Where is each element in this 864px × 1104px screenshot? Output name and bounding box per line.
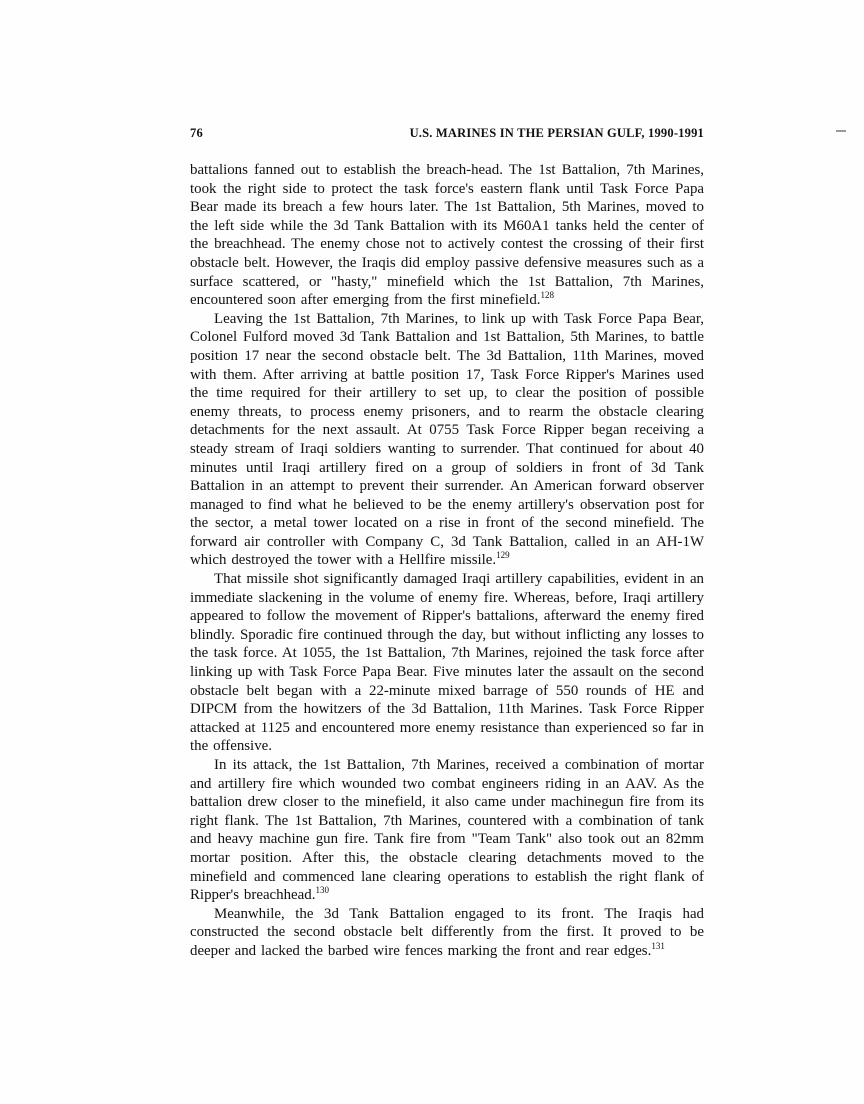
running-header-title: U.S. MARINES IN THE PERSIAN GULF, 1990-1991 <box>409 126 704 140</box>
body-text <box>190 161 704 961</box>
body-paragraph <box>190 905 704 961</box>
paragraph-text: In its attack, the 1st Battalion, 7th Marines, received a combination of mortar and artillery fire which wounded two combat engineers riding in an AAV. As the battalion drew closer to the minefield, it also came under machinegun fire from its right flank. The 1st Battalion, 7th Marines, countered with a combination of tank and heavy machine gun fire. Tank fire from "Team Tank" also took out an 82mm mortar position. After this, the obstacle clearing detachments moved to the minefield and commenced lane clearing operations to establish the right flank of Ripper's breachhead. <box>190 757 704 904</box>
paragraph-text: battalions fanned out to establish the breach-head. The 1st Battalion, 7th Marines, took the right side to protect the task force's eastern flank until Task Force Papa Bear made its breach a few hours later. The 1st Battalion, 5th Marines, moved to the left side while the 3d Tank Battalion with its M60A1 tanks held the center of the breachhead. The enemy chose not to actively contest the crossing of their first obstacle belt. However, the Iraqis did employ passive defensive measures such as a surface scattered, or "hasty," minefield which the 1st Battalion, 7th Marines, encountered soon after emerging from the first minefield. <box>190 162 704 309</box>
footnote-reference: 129 <box>496 550 510 561</box>
footnote-reference: 131 <box>651 940 665 951</box>
page-number: 76 <box>190 126 203 140</box>
footnote-reference: 130 <box>315 885 329 896</box>
body-paragraph <box>190 310 704 570</box>
page-content <box>190 126 704 961</box>
body-paragraph <box>190 756 704 905</box>
body-paragraph <box>190 570 704 756</box>
page-header <box>190 126 704 141</box>
scan-artifact <box>836 130 846 132</box>
paragraph-text: Leaving the 1st Battalion, 7th Marines, to link up with Task Force Papa Bear, Colonel Fulford moved 3d Tank Battalion and 1st Battalion, 5th Marines, to battle position 17 near the second obstacle belt. The 3d Battalion, 11th Marines, moved with them. After arriving at battle position 17, Task Force Ripper's Marines used the time required for their artillery to set up, to clear the position of possible enemy threats, to process enemy prisoners, and to rearm the obstacle clearing detachments for the next assault. At 0755 Task Force Ripper began receiving a steady stream of Iraqi soldiers wanting to surrender. That continued for about 40 minutes until Iraqi artillery fired on a group of soldiers in front of 3d Tank Battalion in an attempt to prevent their surrender. An American forward observer managed to find what he believed to be the enemy artillery's observation post for the sector, a metal tower located on a rise in front of the second minefield. The forward air controller with Company C, 3d Tank Battalion, called in an AH-1W which destroyed the tower with a Hellfire missile. <box>190 310 704 569</box>
body-paragraph <box>190 161 704 310</box>
footnote-reference: 128 <box>540 290 554 301</box>
paragraph-text: Meanwhile, the 3d Tank Battalion engaged to its front. The Iraqis had constructed the second obstacle belt differently from the first. It proved to be deeper and lacked the barbed wire fences marking the front and rear edges. <box>190 905 704 959</box>
paragraph-text: That missile shot significantly damaged Iraqi artillery capabilities, evident in an immediate slackening in the volume of enemy fire. Whereas, before, Iraqi artillery appeared to follow the movement of Ripper's battalions, afterward the enemy fired blindly. Sporadic fire continued through the day, but without inflicting any losses to the task force. At 1055, the 1st Battalion, 7th Marines, rejoined the task force after linking up with Task Force Papa Bear. Five minutes later the assault on the second obstacle belt began with a 22-minute mixed barrage of 550 rounds of HE and DIPCM from the howitzers of the 3d Battalion, 11th Marines. Task Force Ripper attacked at 1125 and encountered more enemy resistance than experienced so far in the offensive. <box>190 571 704 755</box>
